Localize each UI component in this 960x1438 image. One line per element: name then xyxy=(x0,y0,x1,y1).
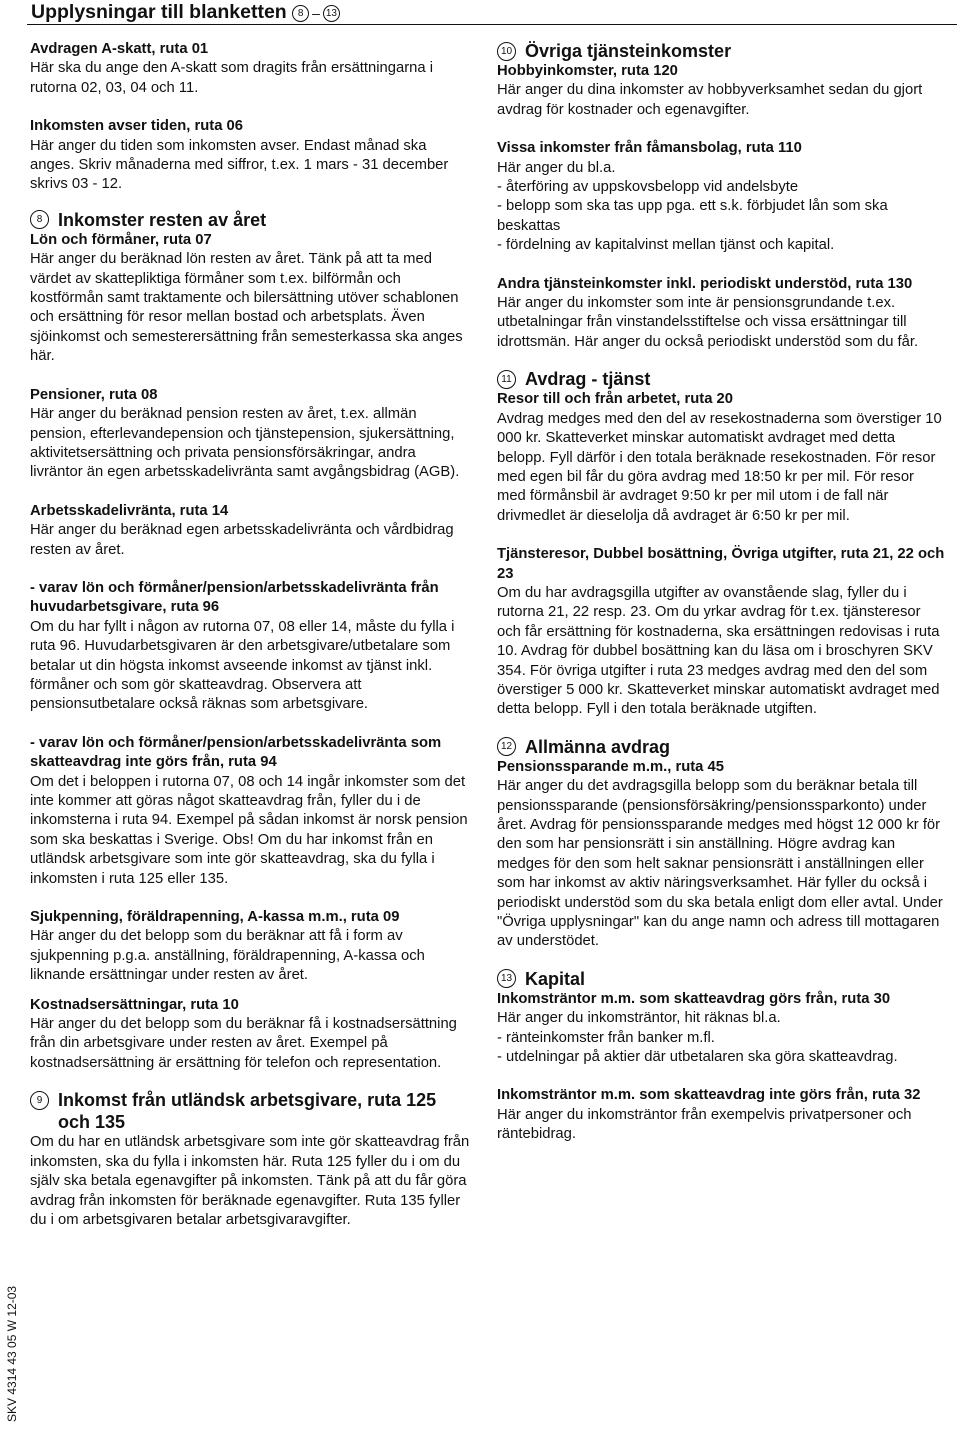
resor-body: Avdrag medges med den del av resekostnaderna som överstiger 10 000 kr. Skatteverket minskar automatiskt avdraget med detta belopp. Fyll därför i den totala beräknade resekostnaden. För resor med egen bil får du göra avdrag med 18:50 kr per mil. För resor med förmånsbil är avdraget 9:50 kr per mil utom i de fall när drivmedlet är dieselolja då avdraget är 6:50 kr per mil. xyxy=(497,410,942,524)
varav94-body: Om det i beloppen i rutorna 07, 08 och 14 ingår inkomster som det inte kommer att göras något skatteavdrag från, fyller du i de inkomsterna i ruta 94. Exempel på sådan inkomst är norsk pension som ska beskattas i Sverige. Obs! Om du har inkomst från en utländsk arbetsgivare som inte gör skatteavdrag, ska du fylla i inkomsten i ruta 125 eller 135. xyxy=(30,773,468,887)
pensionsspar-body: Här anger du det avdragsgilla belopp som du beräknar betala till pensionssparande (pensionsförsäkring/pensionssparkonto) under året. Avdrag för pensionssparande medges med högst 12 000 kr för den som har pensionsrätt i sin anställning. Högre avdrag kan medges för den som helt saknar pensionsrätt i anställningen eller som har inkomst av aktiv näringsverksamhet. Här fyller du också i periodiskt understöd som du ska betala enligt dom eller avtal. Under "Övriga upplysningar" kan du ange namn och adress till mottagaren av understödet. xyxy=(497,778,943,950)
hobby-heading: Hobbyinkomster, ruta 120 xyxy=(497,63,678,79)
andra-body: Här anger du inkomster som inte är pensionsgrundande t.ex. utbetalningar från vinstandelsstiftelse och vissa ersättningar till idrottsmän. Här anger du också periodiskt understöd som du får. xyxy=(497,295,919,350)
right-column xyxy=(497,40,945,1145)
hobby-block xyxy=(497,62,945,120)
lon-body: Här anger du beräknad lön resten av året. Tänk på att ta med värdet av skattepliktiga förmåner som t.ex. bilförmån och kostförmån samt traktamente och bilersättning utöver schablonen och ersättning för resor mellan bostad och arbetsplats. Även sjöinkomst och semesterersättning från semesterkassa ska anges här. xyxy=(30,251,463,365)
famansbolag-line-4: - fördelning av kapitalvinst mellan tjänst och kapital. xyxy=(497,237,835,254)
kostnad-heading: Kostnadsersättningar, ruta 10 xyxy=(30,996,239,1013)
header-rule xyxy=(27,24,957,25)
varav96-block xyxy=(30,579,470,715)
ranta30-line-1: Här anger du inkomsträntor, hit räknas bl.a. xyxy=(497,1010,781,1027)
famansbolag-heading: Vissa inkomster från fåmansbolag, ruta 110 xyxy=(497,140,802,157)
range-dash: – xyxy=(312,5,320,21)
section-11-title-text: Avdrag - tjänst xyxy=(525,369,651,390)
section-11-number: 11 xyxy=(497,370,516,389)
section-10-title-text: Övriga tjänsteinkomster xyxy=(525,41,732,61)
section-8-title-text: Inkomster resten av året xyxy=(58,209,267,230)
form-code: SKV 4314 43 05 W 12-03 xyxy=(5,1285,19,1422)
form-code-side xyxy=(0,1266,24,1436)
lon-block xyxy=(30,231,470,367)
varav96-heading: - varav lön och förmåner/pension/arbetsskadelivränta från huvudarbetsgivare, ruta 96 xyxy=(30,579,439,616)
ranta32-block xyxy=(497,1086,945,1144)
famansbolag-line-3: - belopp som ska tas upp pga. ett s.k. förbjudet lån som ska beskattas xyxy=(497,198,888,234)
tjanstresor-block xyxy=(497,545,945,720)
section-8-number: 8 xyxy=(30,210,49,229)
resor-heading: Resor till och från arbetet, ruta 20 xyxy=(497,391,733,408)
section-13-title-text: Kapital xyxy=(525,968,586,989)
andra-block xyxy=(497,275,945,353)
page-title-text: Upplysningar till blanketten xyxy=(31,1,287,23)
avdragen-body: Här ska du ange den A-skatt som dragits från ersättningarna i rutorna 02, 03, 04 och 11. xyxy=(30,60,434,96)
arbetsskada-block xyxy=(30,502,470,560)
sjukpenning-body: Här anger du det belopp som du beräknar att få i form av sjukpenning p.g.a. anställning, föräldrapenning, A-kassa och liknande ersättningar under resten av året. xyxy=(30,928,425,984)
sjukpenning-block xyxy=(30,908,470,986)
pensionsspar-block xyxy=(497,758,945,952)
avdragen-block xyxy=(30,40,470,98)
kostnad-body: Här anger du det belopp som du beräknar få i kostnadsersättning från din arbetsgivare under resten av året. Exempel på kostnadsersättning är ersättning för telefon och representation. xyxy=(30,1016,457,1071)
avdragen-heading: Avdragen A-skatt, ruta 01 xyxy=(30,41,209,57)
ranta32-heading: Inkomsträntor m.m. som skatteavdrag inte görs från, ruta 32 xyxy=(497,1087,921,1104)
ranta30-heading: Inkomsträntor m.m. som skatteavdrag görs från, ruta 30 xyxy=(497,990,891,1007)
lon-heading: Lön och förmåner, ruta 07 xyxy=(30,231,212,248)
utlandsk-block xyxy=(30,1133,470,1230)
pension-body: Här anger du beräknad pension resten av året, t.ex. allmän pension, efterlevandepension och tjänstepension, sjukersättning, aktivitetsersättning och privata pensionsförsäkringar, andra livräntor än egen arbetsskadelivränta samt avgångsbidrag (AGB). xyxy=(30,406,460,481)
inkomsten-block xyxy=(30,117,470,195)
section-13-title xyxy=(497,968,945,990)
sjukpenning-heading: Sjukpenning, föräldrapenning, A-kassa m.m., ruta 09 xyxy=(30,909,400,926)
utlandsk-body: Om du har en utländsk arbetsgivare som inte gör skatteavdrag från inkomsten, ska du fylla i inkomsten här. Ruta 125 fyller du i om du själv ska betala egenavgifter på inkomsten. Tänk på att du får göra avdrag från inkomsten för beräknade egenavgifter. Ruta 135 fyller du i om arbetsgivaren betalar arbetsgivaravgifter. xyxy=(30,1134,470,1228)
section-13-number: 13 xyxy=(497,969,516,988)
famansbolag-block xyxy=(497,139,945,255)
famansbolag-line-1: Här anger du bl.a. xyxy=(497,159,616,176)
tjanstresor-heading: Tjänsteresor, Dubbel bosättning, Övriga utgifter, ruta 21, 22 och 23 xyxy=(497,546,945,582)
pension-heading: Pensioner, ruta 08 xyxy=(30,386,158,403)
varav94-block xyxy=(30,734,470,889)
section-range-to: 13 xyxy=(323,5,340,22)
ranta30-line-2: - ränteinkomster från banker m.fl. xyxy=(497,1029,715,1046)
section-9-title xyxy=(30,1089,470,1133)
section-9-number: 9 xyxy=(30,1091,49,1110)
varav96-body: Om du har fyllt i någon av rutorna 07, 08 eller 14, måste du fylla i ruta 96. Huvudarbetsgivaren är den arbetsgivare/utbetalare som betalar ut din högsta inkomst avseende inkomst av tjänst inkl. förmåner och som gör skatteavdrag. Observera att pensionsutbetalare också räknas som arbetsgivare. xyxy=(30,618,455,713)
section-range-from: 8 xyxy=(292,5,309,22)
left-column xyxy=(30,40,470,1230)
tjanstresor-body: Om du har avdragsgilla utgifter av ovanstående slag, fyller du i rutorna 21, 22 resp. 23. Om du yrkar avdrag för t.ex. tjänsteresor och får ersättning för kostnaderna, ska ersättningen redovisas i ruta 10. Avdrag för dubbel bosättning kan du läsa om i broschyren SKV 354. För övriga utgifter i ruta 23 medges avdrag med den del som överstiger 5 000 kr. Skatteverket minskar automatiskt avdraget med detta belopp. Fyll i den totala beräknade utgiften. xyxy=(497,584,940,718)
resor-block xyxy=(497,390,945,526)
section-9-title-text: Inkomst från utländsk arbetsgivare, ruta 125 och 135 xyxy=(58,1090,437,1133)
famansbolag-line-2: - återföring av uppskovsbelopp vid andelsbyte xyxy=(497,179,799,196)
varav94-heading: - varav lön och förmåner/pension/arbetsskadelivränta som skatteavdrag inte görs från, ruta 94 xyxy=(30,734,442,771)
hobby-body: Här anger du dina inkomster av hobbyverksamhet sedan du gjort avdrag för kostnader och egenavgifter. xyxy=(497,82,923,118)
section-10-number: 10 xyxy=(497,42,516,61)
section-11-title xyxy=(497,368,945,390)
section-12-title xyxy=(497,736,945,758)
inkomsten-body: Här anger du tiden som inkomsten avser. Endast månad ska anges. Skriv månaderna med siffror, t.ex. 1 mars - 31 december skrivs 03 - 12. xyxy=(30,137,449,193)
andra-heading: Andra tjänsteinkomster inkl. periodiskt understöd, ruta 130 xyxy=(497,275,913,292)
ranta32-body: Här anger du inkomsträntor från exempelvis privatpersoner och räntebidrag. xyxy=(497,1106,912,1143)
ranta30-line-3: - utdelningar på aktier där utbetalaren ska göra skatteavdrag. xyxy=(497,1049,898,1066)
kostnad-block xyxy=(30,996,470,1074)
arbetsskada-body: Här anger du beräknad egen arbetsskadelivränta och vårdbidrag resten av året. xyxy=(30,522,454,558)
ranta30-block xyxy=(497,990,945,1068)
pension-block xyxy=(30,386,470,483)
page-header xyxy=(27,0,957,24)
section-10-title xyxy=(497,40,945,62)
section-12-title-text: Allmänna avdrag xyxy=(525,736,671,757)
inkomsten-heading: Inkomsten avser tiden, ruta 06 xyxy=(30,118,243,135)
arbetsskada-heading: Arbetsskadelivränta, ruta 14 xyxy=(30,502,229,519)
section-8-title xyxy=(30,209,470,231)
page-title xyxy=(31,0,340,25)
section-12-number: 12 xyxy=(497,737,516,756)
pensionsspar-heading: Pensionssparande m.m., ruta 45 xyxy=(497,758,724,775)
